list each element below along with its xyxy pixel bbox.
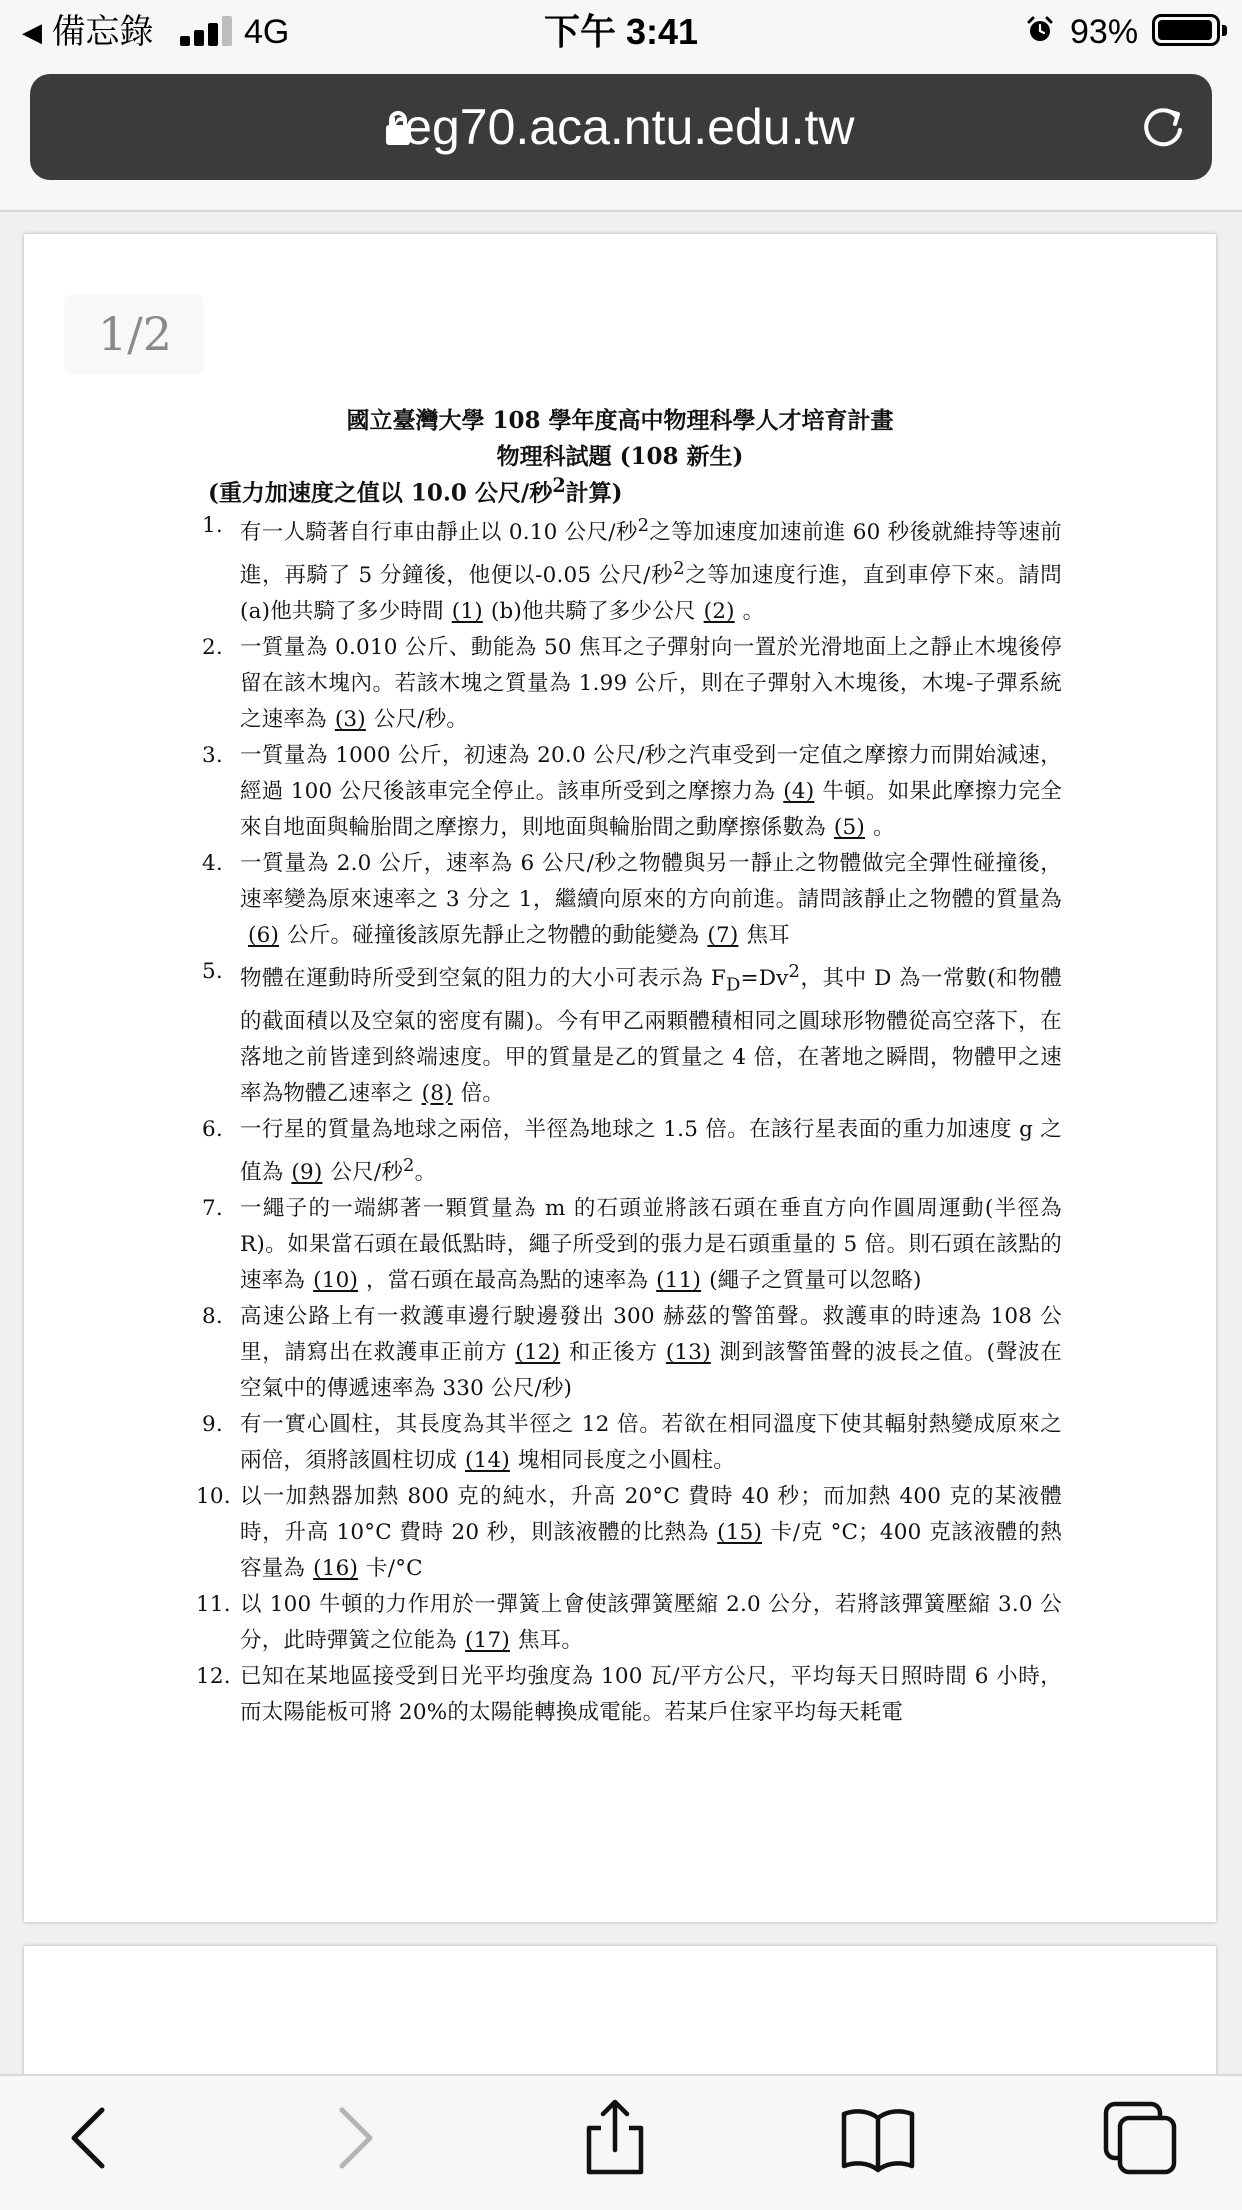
question-7: 7. 一繩子的一端綁著一顆質量為 m 的石頭並將該石頭在垂直方向作圓周運動(半徑為 R)。如果當石頭在最低點時，繩子所受到的張力是石頭重量的 5 倍。則石頭在該點的速率為 (10) ，當石頭在最高為點的速率為 (11) (繩子之質量可以忽略) — [202, 1195, 1062, 1293]
pdf-page-1 — [24, 234, 1216, 1922]
document-subtitle: 物理科試題 (108 新生) — [496, 443, 744, 470]
status-bar — [0, 0, 1242, 64]
back-triangle-icon: ◀ — [22, 17, 42, 47]
answer-blank: (3) — [334, 707, 366, 733]
question-5: 5. 物體在運動時所受到空氣的阻力的大小可表示為 $F_D=Dv^2$，其中 D 為一常數(和物體的截面積以及空氣的密度有關)。今有甲乙兩顆體積相同之圓球形物體從高空落下，在落地之前皆達到終端速度。甲的質量是乙的質量之 4 倍，在著地之瞬間，物體甲之速率為物體乙速率之 (8) 倍。 — [202, 959, 1062, 1106]
forward-icon[interactable] — [312, 2098, 392, 2178]
battery-icon — [1152, 14, 1220, 46]
question-3: 3. 一質量為 1000 公斤，初速為 20.0 公尺/秒之汽車受到一定值之摩擦力而開始減速，經過 100 公尺後該車完全停止。該車所受到之摩擦力為 (4) 牛頓。如果此摩擦力完全來自地面與輪胎間之摩擦力，則地面與輪胎間之動摩擦係數為 (5) 。 — [202, 743, 1063, 841]
page-indicator: 1/2 — [64, 294, 204, 374]
answer-blank: (9) — [291, 1159, 323, 1185]
back-app-label: 備忘錄 — [51, 13, 154, 51]
question-1: 1. 有一人騎著自行車由靜止以 0.10 公尺/秒$^2$之等加速度加速前進 60 秒後就維持等速前進，再騎了 5 分鐘後，他便以-0.05 公尺/秒$^2$之等加速度行進，直到車停下來。請問(a)他共騎了多少時間 (1) (b)他共騎了多少公尺 (2) 。 — [202, 513, 1062, 625]
alarm-icon — [1026, 16, 1054, 44]
share-icon[interactable] — [575, 2098, 655, 2178]
browser-toolbar — [0, 2074, 1242, 2210]
answer-blank: (14) — [465, 1447, 510, 1473]
question-11: 11. 以 100 牛頓的力作用於一彈簧上會使該彈簧壓縮 2.0 公分，若將該彈簧壓縮 3.0 公分，此時彈簧之位能為 (17) 焦耳。 — [196, 1591, 1062, 1653]
question-8: 8. 高速公路上有一救護車邊行駛邊發出 300 赫茲的警笛聲。救護車的時速為 108 公里，請寫出在救護車正前方 (12) 和正後方 (13) 測到該警笛聲的波長之值。(聲波在空氣中的傳遞速率為 330 公尺/秒) — [202, 1303, 1062, 1401]
question-2: 2. 一質量為 0.010 公斤、動能為 50 焦耳之子彈射向一置於光滑地面上之靜止木塊後停留在該木塊內。若該木塊之質量為 1.99 公斤，則在子彈射入木塊後，木塊-子彈系統之速率為 (3) 公尺/秒。 — [202, 635, 1062, 733]
tabs-icon[interactable] — [1100, 2098, 1180, 2178]
network-type: 4G — [244, 13, 290, 51]
answer-blank: (2) — [703, 599, 735, 625]
answer-blank: (16) — [313, 1555, 359, 1581]
gravity-note: (重力加速度之值以 10.0 公尺/秒$^2$計算) — [208, 474, 623, 507]
answer-blank: (6) — [248, 923, 280, 949]
question-6: 6. 一行星的質量為地球之兩倍，半徑為地球之 1.5 倍。在該行星表面的重力加速度 g 之值為 (9) 公尺/秒$^2$。 — [202, 1116, 1062, 1185]
pdf-viewport[interactable] — [0, 212, 1242, 2074]
reload-icon[interactable] — [1138, 102, 1188, 152]
document-title: 國立臺灣大學 108 學年度高中物理科學人才培育計畫 — [346, 407, 894, 434]
browser-top-chrome — [0, 64, 1242, 212]
answer-blank: (4) — [783, 779, 815, 805]
answer-blank: (10) — [313, 1267, 359, 1293]
answer-blank: (17) — [465, 1627, 510, 1653]
answer-blank: (5) — [833, 815, 865, 841]
question-12: 12. 已知在某地區接受到日光平均強度為 100 瓦/平方公尺，平均每天日照時間 6 小時，而太陽能板可將 20%的太陽能轉換成電能。若某戶住家平均每天耗電 — [196, 1663, 1062, 1725]
question-4: 4. 一質量為 2.0 公斤，速率為 6 公尺/秒之物體與另一靜止之物體做完全彈性碰撞後，速率變為原來速率之 3 分之 1，繼續向原來的方向前進。請問該靜止之物體的質量為(6) 公斤。碰撞後該原先靜止之物體的動能變為 (7) 焦耳 — [202, 851, 1062, 949]
question-10: 10. 以一加熱器加熱 800 克的純水，升高 20°C 費時 40 秒；而加熱 400 克的某液體時，升高 10°C 費時 20 秒，則該液體的比熱為 (15) 卡/克 °C；400 克該液體的熱容量為 (16) 卡/°C — [196, 1483, 1062, 1581]
pdf-page-2 — [24, 1946, 1216, 2074]
battery-percentage: 93% — [1070, 13, 1139, 51]
clock: 下午 3:41 — [543, 11, 699, 52]
answer-blank: (8) — [421, 1080, 453, 1106]
question-9: 9. 有一實心圓柱，其長度為其半徑之 12 倍。若欲在相同溫度下使其輻射熱變成原來之兩倍，須將該圓柱切成 (14) 塊相同長度之小圓柱。 — [202, 1411, 1062, 1473]
url-text: reg70.aca.ntu.edu.tw — [387, 99, 855, 155]
answer-blank: (1) — [451, 599, 483, 625]
answer-blank: (12) — [515, 1339, 561, 1365]
answer-blank: (11) — [656, 1267, 702, 1293]
question-list — [196, 508, 1063, 1731]
answer-blank: (15) — [717, 1519, 763, 1545]
answer-blank: (13) — [665, 1339, 711, 1365]
back-icon[interactable] — [52, 2098, 132, 2178]
answer-blank: (7) — [707, 923, 739, 949]
bookmarks-icon[interactable] — [838, 2098, 918, 2178]
address-bar[interactable] — [30, 74, 1212, 180]
